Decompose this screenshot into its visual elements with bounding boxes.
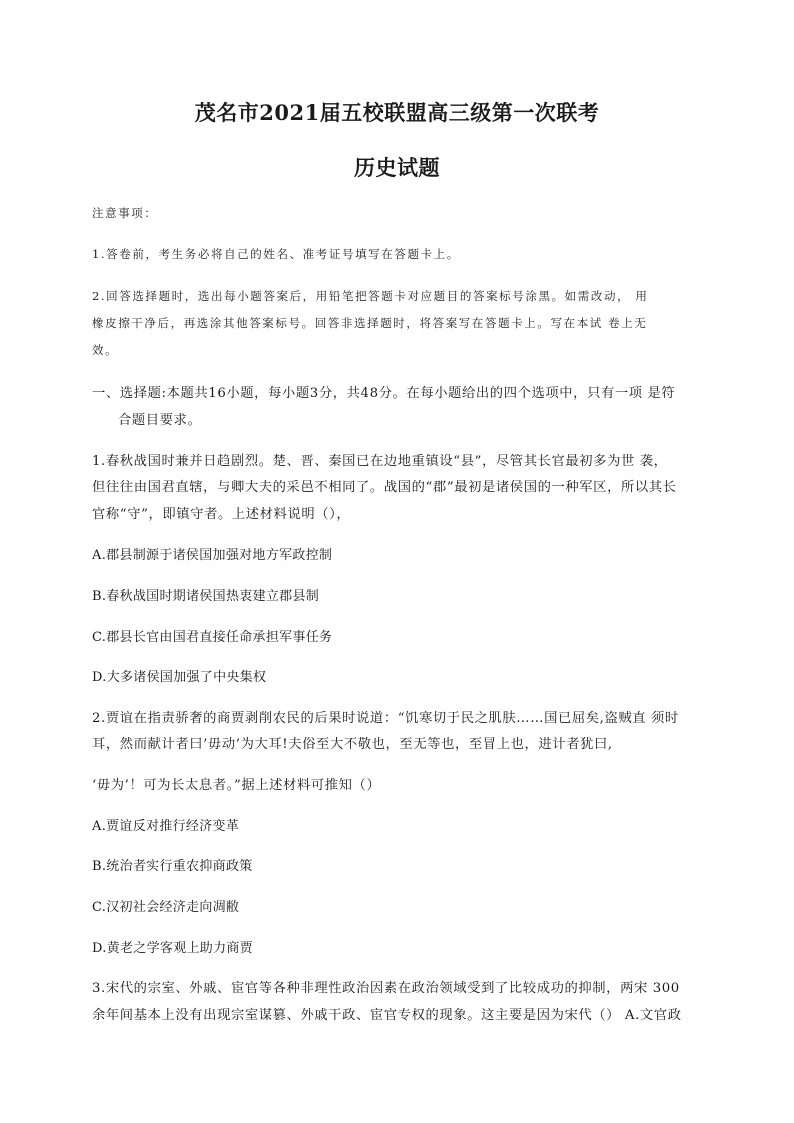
notice-heading: 注意事项：	[92, 206, 158, 220]
notice-item-2-line-2: 橡皮擦干净后，再选涂其他答案标号。回答非选择题时，将答案写在答题卡上。写在本试 卷上无	[92, 316, 648, 330]
question-1-option-b: B.春秋战国时期诸侯国热衷建立郡县制	[92, 589, 320, 604]
question-3-stem-line-2: 余年间基本上没有出现宗室谋篡、外戚干政、宦官专权的现象。这主要是因为宋代（） A.文官政	[92, 1008, 682, 1023]
section-heading-continued: 合题目要求。	[118, 413, 202, 428]
question-1-option-d: D.大多诸侯国加强了中央集权	[92, 670, 267, 685]
question-1-stem-line-3: 官称“守”，即镇守者。上述材料说明（），	[92, 507, 351, 522]
question-2-stem-line-3: ‘毋为’！可为长太息者。”据上述材料可推知（）	[92, 778, 381, 793]
question-2-stem-line-2: 耳，然而献计者曰’毋动’为大耳!夫俗至大不敬也，至无等也，至冒上也，进计者犹曰,	[92, 737, 613, 752]
question-1-option-c: C.郡县长官由国君直接任命承担军事任务	[92, 630, 333, 645]
question-2-stem-line-1: 2.贾谊在指责骄奢的商贾剥削农民的后果时说道：“饥寒切于民之肌肤……国已屈矣,盗贼直 须时	[92, 711, 679, 726]
notice-item-2-line-1: 2.回答选择题时，选出每小题答案后，用铅笔把答题卡对应题目的答案标号涂黑。如需改动， 用	[92, 289, 649, 303]
question-3-stem-line-1: 3.宋代的宗室、外戚、宦官等各种非理性政治因素在政治领域受到了比较成功的抑制，两宋 300	[92, 981, 680, 996]
notice-item-1: 1.答卷前，考生务必将自己的姓名、准考证号填写在答题卡上。	[92, 247, 460, 261]
question-1-stem-line-2: 但往往由国君直辖，与卿大夫的采邑不相同了。战国的“郡”最初是诸侯国的一种军区，所以其长	[92, 480, 677, 495]
exam-title: 茂名市2021届五校联盟高三级第一次联考	[194, 100, 600, 125]
notice-item-2-line-3: 效。	[92, 343, 119, 357]
question-2-option-b: B.统治者实行重农抑商政策	[92, 859, 253, 874]
question-2-option-a: A.贾谊反对推行经济变革	[92, 819, 240, 834]
question-2-option-d: D.黄老之学客观上助力商贾	[92, 941, 253, 956]
question-1-stem-line-1: 1.春秋战国时兼并日趋剧烈。楚、晋、秦国已在边地重镇设“县”，尽管其长官最初多为世 袭，	[92, 454, 668, 469]
exam-subject-title: 历史试题	[354, 155, 440, 180]
question-2-option-c: C.汉初社会经济走向凋敝	[92, 900, 240, 915]
section-heading: 一、选择题:本题共16小题，每小题3分，共48分。在每小题给出的四个选项中，只有一项 是符	[92, 386, 676, 401]
question-1-option-a: A.郡县制源于诸侯国加强对地方军政控制	[92, 548, 333, 563]
